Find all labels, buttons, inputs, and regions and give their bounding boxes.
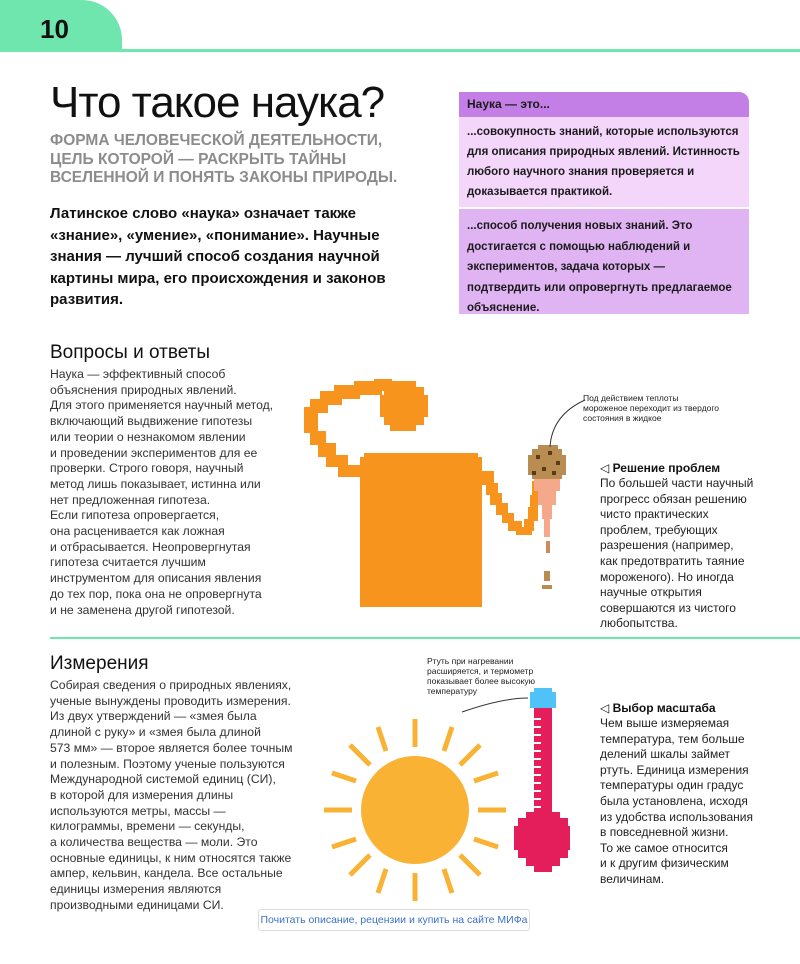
problem-solving-text: По большей части научный прогресс обязан решению чисто практических проблем, требующих разрешения (например, как предотвратить таяние мороженого). Но иногда научные открытия совершаются из чистого любопытства. <box>600 476 754 631</box>
measurements-body: Собирая сведения о природных явлениях, ученые вынуждены проводить измерения. Из двух утверждений — «змея была длиной с руку» и «змея была длиной 573 мм» — второе является более точным и полезным. Поэтому ученые пользуются Международной системой единиц (СИ), в которой для измерения длины используются метры, массы — килограммы, времени — секунды, а количества вещества — моли. Это основные единицы, к ним относятся также ампер, кельвин, кандела. Все остальные единицы измерения являются производными единицами СИ. <box>50 678 293 912</box>
annotation-arrow <box>462 698 528 712</box>
definition-box <box>459 92 749 314</box>
thermometer-annotation: Ртуть при нагревании расширяется, и термометр показывает более высокую температуру <box>427 656 536 696</box>
scale-choice-title: ◁ Выбор масштаба <box>600 701 716 715</box>
section-divider <box>50 637 800 639</box>
ice-cream-annotation: Под действием теплоты мороженое переходит из твердого состояния в жидкое <box>583 393 720 423</box>
questions-body: Наука — эффективный способ объяснения природных явлений. Для этого применяется научный метод, включающий выдвижение гипотезы или теории о незнакомом явлении и проведении экспериментов для ее проверки. Строго говоря, научный метод лишь показывает, истинна или нет предложенная гипотеза. Если гипотеза опровергается, она расценивается как ложная и отбрасывается. Неопровергнутая гипотеза считается лучшим инструментом для описания явления до тех пор, пока она не опровергнута и не заменена другой гипотезой. <box>50 367 274 617</box>
definition-item-1: ...совокупность знаний, которые используются для описания природных явлений. Истинность любого научного знания проверяется и доказывается практикой. <box>459 117 749 207</box>
person-figure <box>304 379 540 607</box>
thinking-person-illustration <box>300 375 570 615</box>
scale-choice-text: Чем выше измеряемая температура, тем больше делений шкалы займет ртуть. Единица измерения температуры один градус была установлена, исходя из удобства использования в повседневной жизни. То же самое относится и к другим физическим величинам. <box>600 716 753 886</box>
header-rule <box>0 49 800 52</box>
thermometer-icon <box>512 688 568 878</box>
definition-item-2: ...способ получения новых знаний. Это достигается с помощью наблюдений и экспериментов, задача которых — подтвердить или опровергнуть предлагаемое объяснение. <box>459 209 749 314</box>
sun-icon <box>320 715 510 905</box>
questions-heading: Вопросы и ответы <box>50 342 211 363</box>
page-number: 10 <box>40 14 69 44</box>
definition-heading: Наука — это... <box>459 92 749 117</box>
buy-link[interactable]: Почитать описание, рецензии и купить на сайте МИФа <box>258 909 530 931</box>
measurements-heading: Измерения <box>50 653 149 674</box>
page-title: Что такое наука? <box>50 78 385 127</box>
intro-paragraph: Латинское слово «наука» означает также «знание», «умение», «понимание». Научные знания — лучший способ создания научной картины мира, его происхождения и законов развития. <box>50 205 386 308</box>
annotation-arrow <box>550 400 585 447</box>
page-subtitle: ФОРМА ЧЕЛОВЕЧЕСКОЙ ДЕЯТЕЛЬНОСТИ, ЦЕЛЬ КОТОРОЙ — РАСКРЫТЬ ТАЙНЫ ВСЕЛЕННОЙ И ПОНЯТЬ ЗАКОНЫ ПРИРОДЫ. <box>50 132 398 186</box>
problem-solving-title: ◁ Решение проблем <box>600 461 721 475</box>
